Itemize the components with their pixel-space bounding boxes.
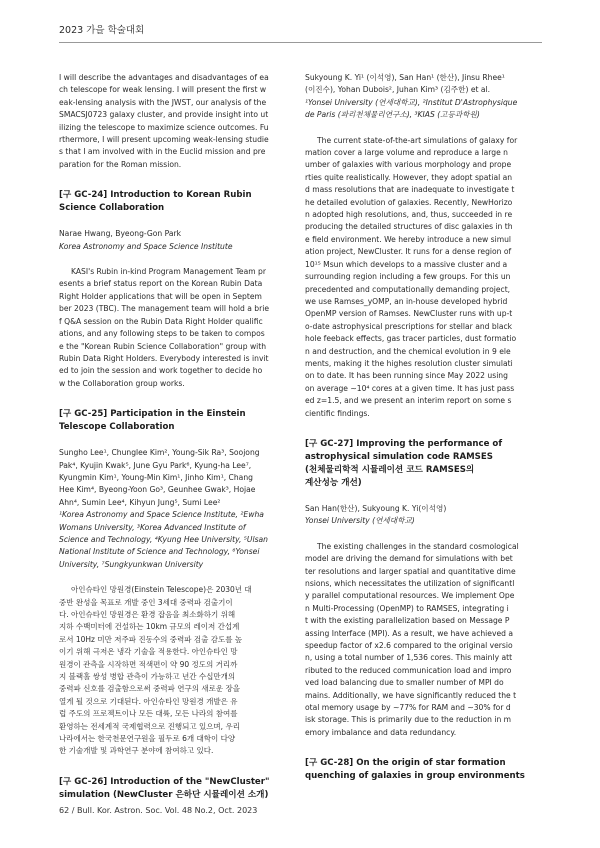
text-line: assing Interface (MPI). As a result, we have achieved a: [305, 628, 514, 638]
title-line: (천체물리학적 시뮬레이션 코드 RAMSES의: [305, 464, 475, 475]
text-line: ed to join the session and work together to decide ho: [59, 366, 263, 376]
text-line: ber 2023 (TBC). The management team will hold a brie: [59, 304, 270, 314]
gc24-title: [59, 189, 295, 215]
running-header: 2023 가을 학술대회: [59, 25, 145, 36]
title-line: [구 GC-26] Introduction of the "NewCluster": [59, 776, 270, 787]
title-line: [구 GC-25] Participation in the Einstein: [59, 409, 246, 420]
text-line: Rubin Data Right Holders. Everybody interested is invit: [59, 353, 269, 363]
text-line: KASI's Rubin in-kind Program Management Team pr: [71, 267, 266, 277]
text-line: on to date. It has been running since May 2022 using: [305, 371, 508, 381]
text-line: The current state-of-the-art simulations of galaxy for: [317, 135, 518, 145]
author-line: Ahn⁴, Sumin Lee⁴, Kihyun Jung⁵, Sumi Lee²: [59, 497, 221, 507]
affil-line: Science and Technology, ⁴Kyung Hee University, ⁵Ulsan: [59, 534, 268, 544]
affil-line: de Paris (파리천체물리연구소), ³KIAS (고등과학원): [305, 110, 480, 120]
text-line: w the Collaboration group works.: [59, 378, 185, 388]
text-line: d mass resolutions that are inadequate to investigate t: [305, 185, 515, 195]
text-line: ributed to the reduced communication load and impro: [305, 665, 512, 675]
text-line: o-date astrophysical prescriptions for stellar and black: [305, 321, 513, 331]
text-line: paration for the Roman mission.: [59, 159, 182, 169]
title-line: [구 GC-27] Improving the performance of: [305, 438, 503, 449]
text-line: 지하 수백미터에 건설하는 10km 규모의 레이저 간섭계: [59, 622, 240, 632]
gc28-title: [305, 757, 541, 783]
gc24-authors: Narae Hwang, Byeong-Gon Park: [59, 229, 182, 239]
author-line: Hee Kim⁴, Byeong-Yoon Go³, Geunhee Gwak³, Hojae: [59, 485, 256, 495]
right-column: [305, 72, 541, 783]
text-line: 한 기술개발 및 과학연구 분야에 참여하고 있다.: [59, 746, 214, 756]
header-rule: [59, 42, 542, 43]
text-line: n Multi-Processing (OpenMP) to RAMSES, integrating i: [305, 603, 509, 613]
title-line: [구 GC-28] On the origin of star formation: [305, 758, 506, 769]
text-line: e the "Korean Rubin Science Collaboration" group with: [59, 341, 267, 351]
gc26-abstract: [305, 135, 541, 420]
text-line: 럽 주도의 프로젝트이나 모든 대륙, 모든 나라의 참여를: [59, 709, 238, 719]
text-line: t with the existing parallelization based on Message P: [305, 616, 510, 626]
text-line: ed z=1.5, and we present an interim report on some s: [305, 396, 512, 406]
gc26-affiliations: [305, 97, 541, 122]
intro-paragraph: [59, 72, 295, 171]
affil-line: Womans University, ³Korea Advanced Institute of: [59, 522, 246, 532]
text-line: on average ~10⁴ cores at a given time. It has just pass: [305, 383, 515, 393]
affil-line: National Institute of Science and Technology, ⁶Yonsei: [59, 547, 260, 557]
text-line: speedup factor of x2.6 compared to the original versio: [305, 641, 513, 651]
left-column: [59, 72, 295, 802]
text-line: mains. Additionally, we have significantly reduced the t: [305, 690, 517, 700]
gc27-authors: San Han(한산), Sukyoung K. Yi(이석영): [305, 503, 447, 513]
text-line: 아인슈타인 망원경(Einstein Telescope)은 2030년 대: [71, 585, 252, 595]
text-line: y parallel computational resources. We implement Ope: [305, 591, 515, 601]
text-line: surrounding region including a few groups. For this un: [305, 272, 511, 282]
affil-line: ¹Korea Astronomy and Space Science Institute, ²Ewha: [59, 510, 264, 520]
text-line: 중반 완성을 목표로 개발 중인 3세대 중력파 검출기이: [59, 597, 233, 607]
text-line: ch telescope for weak lensing. I will present the first w: [59, 85, 267, 95]
affil-line: University, ⁷Sungkyunkwan University: [59, 559, 204, 569]
text-line: Right Holder applications that will be open in Septem: [59, 291, 262, 301]
text-line: he detailed evolution of galaxies. Recently, NewHorizo: [305, 197, 513, 207]
text-line: ilizing the telescope to maximize science outcomes. Fu: [59, 122, 269, 132]
text-line: model are driving the demand for simulations with bet: [305, 554, 513, 564]
text-line: eak-lensing analysis with the JWST, our analysis of the: [59, 97, 267, 107]
author-line: Sukyoung K. Yi¹ (이석영), San Han¹ (한산), Jinsu Rhee¹: [305, 73, 505, 82]
gc24-affiliation: Korea Astronomy and Space Science Institute: [59, 241, 233, 251]
text-line: producing the detailed structures of disc galaxies in th: [305, 222, 513, 232]
text-line: esents a brief status report on the Korean Rubin Data: [59, 279, 263, 289]
text-line: s that I am involved with in the Euclid mission and pre: [59, 147, 266, 157]
gc27-affiliation: Yonsei University (연세대학교): [305, 516, 415, 526]
text-line: The existing challenges in the standard cosmological: [317, 541, 519, 551]
text-line: 10¹⁵ Msun which develops to a massive cluster and a: [305, 259, 508, 269]
text-line: 환영하는 전세계적 국제협력으로 진행되고 있으며, 우리: [59, 721, 240, 731]
text-line: 로서 10Hz 미만 저주파 진동수의 중력파 검출 감도를 높: [59, 634, 243, 644]
text-line: otal memory usage by ~77% for RAM and ~30% for d: [305, 703, 511, 713]
title-line: [구 GC-24] Introduction to Korean Rubin: [59, 190, 252, 201]
text-line: mation cover a large volume and reproduce a large n: [305, 148, 508, 158]
affil-line: ¹Yonsei University (연세대학교), ²Institut D'Astrophysique: [305, 97, 518, 107]
author-line: Kyungmin Kim¹, Young-Min Kim¹, Jinho Kim¹, Chang: [59, 472, 253, 482]
text-line: n adopted high resolutions, and, thus, succeeded in re: [305, 210, 513, 220]
text-line: I will describe the advantages and disadvantages of ea: [59, 73, 269, 82]
author-line: Pak⁴, Kyujin Kwak⁵, June Gyu Park⁶, Kyung-ha Lee⁷,: [59, 460, 252, 470]
title-line: Telescope Collaboration: [59, 422, 175, 433]
text-line: cientific findings.: [305, 408, 370, 418]
gc27-abstract: [305, 541, 541, 740]
text-line: isk storage. This is primarily due to the reduction in m: [305, 715, 512, 725]
text-line: n, using a total number of 1,536 cores. This mainly att: [305, 653, 513, 663]
text-line: ter resolutions and larger spatial and quantitative dime: [305, 566, 516, 576]
text-line: umber of galaxies with various morphology and prope: [305, 160, 512, 170]
title-line: simulation (NewCluster 은하단 시뮬레이션 소개): [59, 789, 269, 800]
title-line: quenching of galaxies in group environments: [305, 771, 525, 782]
text-line: we use Ramses_yOMP, an in-house developed hybrid: [305, 296, 508, 306]
text-line: rthermore, I will present upcoming weak-lensing studie: [59, 135, 269, 145]
text-line: 이기 위해 극저온 냉각 기술을 적용한다. 아인슈타인 망: [59, 647, 238, 657]
text-line: ments, making it the highes resolution cluster simulati: [305, 358, 513, 368]
text-line: 중력파 신호를 검출함으로써 중력파 연구의 새로운 장을: [59, 684, 240, 694]
text-line: 다. 아인슈타인 망원경은 환경 잡음을 최소화하기 위해: [59, 610, 236, 619]
text-line: ation project, NewCluster. It runs for a dense region of: [305, 247, 512, 257]
text-line: SMACSJ0723 galaxy cluster, and provide insight into ut: [59, 110, 269, 120]
text-line: 원경이 관측을 시작하면 적색편이 약 90 정도의 거리까: [59, 659, 238, 669]
text-line: nsions, which necessitates the utilization of significantl: [305, 579, 515, 588]
text-line: hole feeback effects, gas tracer particles, dust formatio: [305, 334, 517, 344]
gc25-affiliations: [59, 509, 295, 571]
page-footer: 62 / Bull. Kor. Astron. Soc. Vol. 48 No.2, Oct. 2023: [59, 806, 258, 815]
text-line: OpenMP version of Ramses. NewCluster runs with up-t: [305, 309, 513, 319]
text-line: f Q&A session on the Rubin Data Right Holder qualific: [59, 316, 263, 326]
gc25-title: [59, 408, 295, 434]
gc25-abstract: [59, 584, 295, 758]
text-line: n and destruction, and the chemical evolution in 9 ele: [305, 346, 511, 356]
text-line: ations, and any following steps to be taken to compos: [59, 329, 265, 339]
gc26-title: [59, 776, 295, 802]
text-line: precedented and computationally demanding project,: [305, 284, 511, 294]
author-line: Sungho Lee¹, Chunglee Kim², Young-Sik Ra³, Soojong: [59, 448, 260, 458]
title-line: 계산성능 개선): [305, 477, 362, 488]
gc25-authors: [59, 447, 295, 509]
text-line: rties quite realistically. However, they adopt spatial an: [305, 172, 513, 182]
gc27-title: [305, 438, 541, 490]
text-line: e field environment. We hereby introduce a new simul: [305, 234, 512, 244]
author-line: (이진수), Yohan Dubois², Juhan Kim³ (김주한) et al.: [305, 85, 491, 95]
text-line: emory imbalance and data redundancy.: [305, 727, 457, 737]
text-line: 나라에서는 한국천문연구원을 필두로 6개 대학이 다양: [59, 734, 236, 744]
title-line: astrophysical simulation code RAMSES: [305, 451, 493, 462]
text-line: 열게 될 것으로 기대된다. 아인슈타인 망원경 개발은 유: [59, 696, 238, 706]
text-line: ved load balancing due to smaller number of MPI do: [305, 678, 504, 688]
gc24-abstract: [59, 266, 295, 390]
gc26-authors: [305, 72, 541, 97]
text-line: 지 블랙홀 쌍성 병합 관측이 가능하고 년간 수십만개의: [59, 672, 236, 682]
title-line: Science Collaboration: [59, 203, 165, 214]
